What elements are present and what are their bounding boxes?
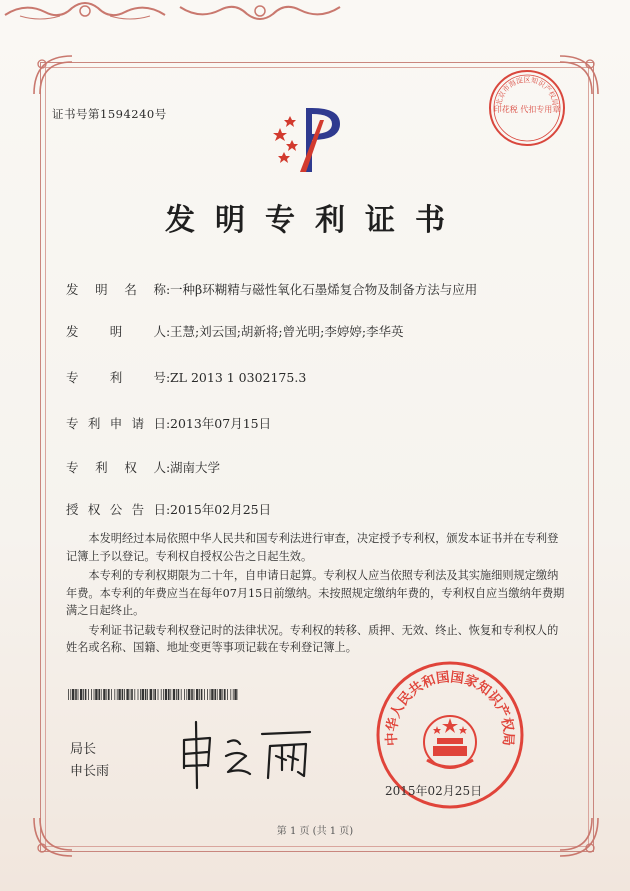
field-invention-name: 发明名称:一种β环糊精与磁性氧化石墨烯复合物及制备方法与应用 — [66, 282, 478, 297]
patent-office-emblem-icon — [262, 100, 362, 180]
tax-stamp-seal — [487, 68, 567, 148]
corner-ornament-top-left — [30, 52, 76, 98]
field-grant-date: 授权公告日:2015年02月25日 — [66, 502, 272, 517]
body-paragraph: 专利证书记载专利权登记时的法律状况。专利权的转移、质押、无效、终止、恢复和专利权人的姓名或名称、国籍、地址变更等事项记载在专利登记簿上。 — [66, 623, 559, 654]
page-footer: 第 1 页 (共 1 页) — [276, 826, 354, 837]
official-name: 申长雨 — [70, 764, 110, 779]
field-inventors: 发明人:王慧;刘云国;胡新将;曾光明;李婷婷;李华英 — [66, 324, 404, 339]
handwritten-signature — [170, 712, 320, 792]
field-value: 湖南大学 — [170, 460, 221, 475]
issue-date: 2015年02月25日 — [385, 784, 483, 798]
field-label: 发明名称 — [66, 282, 166, 297]
field-value: 2013年07月15日 — [170, 416, 272, 431]
field-value: 一种β环糊精与磁性氧化石墨烯复合物及制备方法与应用 — [170, 282, 478, 297]
big-seal-text: 中华人民共和国国家知识产权局 — [383, 669, 517, 747]
corner-ornament-bottom-right — [556, 814, 602, 860]
body-paragraph: 本发明经过本局依照中华人民共和国专利法进行审查，决定授予专利权，颁发本证书并在专利登记簿上予以登记。专利权自授权公告之日起生效。 — [66, 532, 559, 563]
field-patent-number: 专利号:ZL 2013 1 0302175.3 — [66, 370, 307, 385]
field-label: 专利号 — [66, 370, 166, 385]
certificate-number: 证书号第1594240号 — [52, 107, 167, 121]
bottom-ornament — [175, 0, 345, 22]
corner-ornament-bottom-left — [30, 814, 76, 860]
small-seal-text: 北京市海淀区知识产权局 — [494, 76, 560, 107]
field-value: 2015年02月25日 — [170, 502, 272, 517]
body-paragraph: 本专利的专利权期限为二十年，自申请日起算。专利权人应当依照专利法及其实施细则规定缴纳年费。本专利的年费应当在每年07月15日前缴纳。未按照规定缴纳年费的，专利权自应当缴纳年费期满之日起终止。 — [66, 569, 565, 617]
field-label: 授权公告日 — [66, 502, 166, 517]
barcode — [68, 689, 238, 700]
top-ornament — [0, 0, 170, 22]
field-value: ZL 2013 1 0302175.3 — [170, 370, 307, 385]
small-seal-center-text: 印花税 代扣专用章 — [493, 105, 561, 114]
field-patentee: 专利权人:湖南大学 — [66, 460, 221, 475]
national-emblem-icon — [424, 716, 476, 768]
field-label: 发明人 — [66, 324, 166, 339]
field-label: 专利权人 — [66, 460, 166, 475]
page-title: 发明专利证书 — [165, 203, 465, 238]
field-application-date: 专利申请日:2013年07月15日 — [66, 416, 272, 431]
field-value: 王慧;刘云国;胡新将;曾光明;李婷婷;李华英 — [170, 324, 404, 339]
official-title: 局长 — [70, 742, 97, 757]
certificate-body — [66, 530, 566, 659]
field-label: 专利申请日 — [66, 416, 166, 431]
